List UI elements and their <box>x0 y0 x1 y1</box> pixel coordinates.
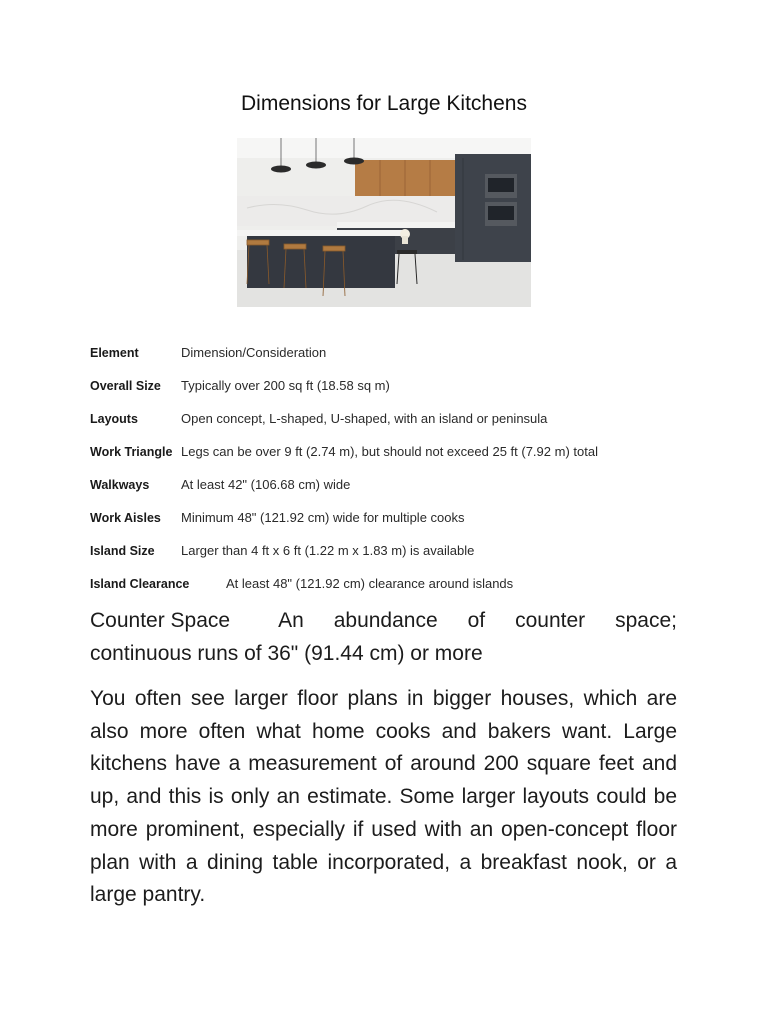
body-paragraph: You often see larger floor plans in bigger houses, which are also more often what home cooks and bakers want. Large kitchens have a measurement of around 200 square feet and up, and this is only an estimate. Some larger layouts could be more prominent, especially if used with an open-concept floor plan with a dining table incorporated, a breakfast nook, or a large pantry. <box>90 687 677 907</box>
table-header-row <box>90 340 690 373</box>
row-label: Work Triangle <box>90 445 173 459</box>
counter-space-label: Counter Space <box>90 609 231 632</box>
row-value: Legs can be over 9 ft (2.74 m), but should not exceed 25 ft (7.92 m) total <box>181 444 598 459</box>
table-row <box>90 406 690 439</box>
counter-space-continuation: continuous runs of 36" (91.44 cm) or more <box>90 642 483 665</box>
counter-space-word: space; <box>615 609 677 632</box>
row-value: Larger than 4 ft x 6 ft (1.22 m x 1.83 m) is available <box>181 543 475 558</box>
table-header-element: Element <box>90 346 139 360</box>
row-label: Work Aisles <box>90 511 161 525</box>
page-title: Dimensions for Large Kitchens <box>241 92 527 115</box>
row-value: Open concept, L-shaped, U-shaped, with an island or peninsula <box>181 411 548 426</box>
row-label: Layouts <box>90 412 138 426</box>
row-value: At least 48" (121.92 cm) clearance around islands <box>226 576 514 591</box>
table-row <box>90 505 690 538</box>
row-label: Overall Size <box>90 379 161 393</box>
table-row <box>90 472 690 505</box>
counter-space-word: of <box>467 609 486 632</box>
table-row <box>90 439 690 472</box>
row-label: Island Clearance <box>90 577 190 591</box>
counter-space-word: An <box>278 609 304 632</box>
row-label: Walkways <box>90 478 150 492</box>
dimensions-table <box>90 340 690 604</box>
row-label: Island Size <box>90 544 155 558</box>
counter-space-word: abundance <box>333 609 438 632</box>
counter-space-word: counter <box>515 609 586 632</box>
table-row <box>90 571 690 604</box>
table-header-dimension: Dimension/Consideration <box>181 345 327 360</box>
row-value: At least 42" (106.68 cm) wide <box>181 477 351 492</box>
kitchen-photo <box>237 138 531 307</box>
table-row <box>90 373 690 406</box>
counter-space-line <box>90 604 677 637</box>
row-value: Typically over 200 sq ft (18.58 sq m) <box>181 378 390 393</box>
table-row <box>90 538 690 571</box>
counter-space-row <box>90 604 677 670</box>
row-value: Minimum 48" (121.92 cm) wide for multiple cooks <box>181 510 465 525</box>
